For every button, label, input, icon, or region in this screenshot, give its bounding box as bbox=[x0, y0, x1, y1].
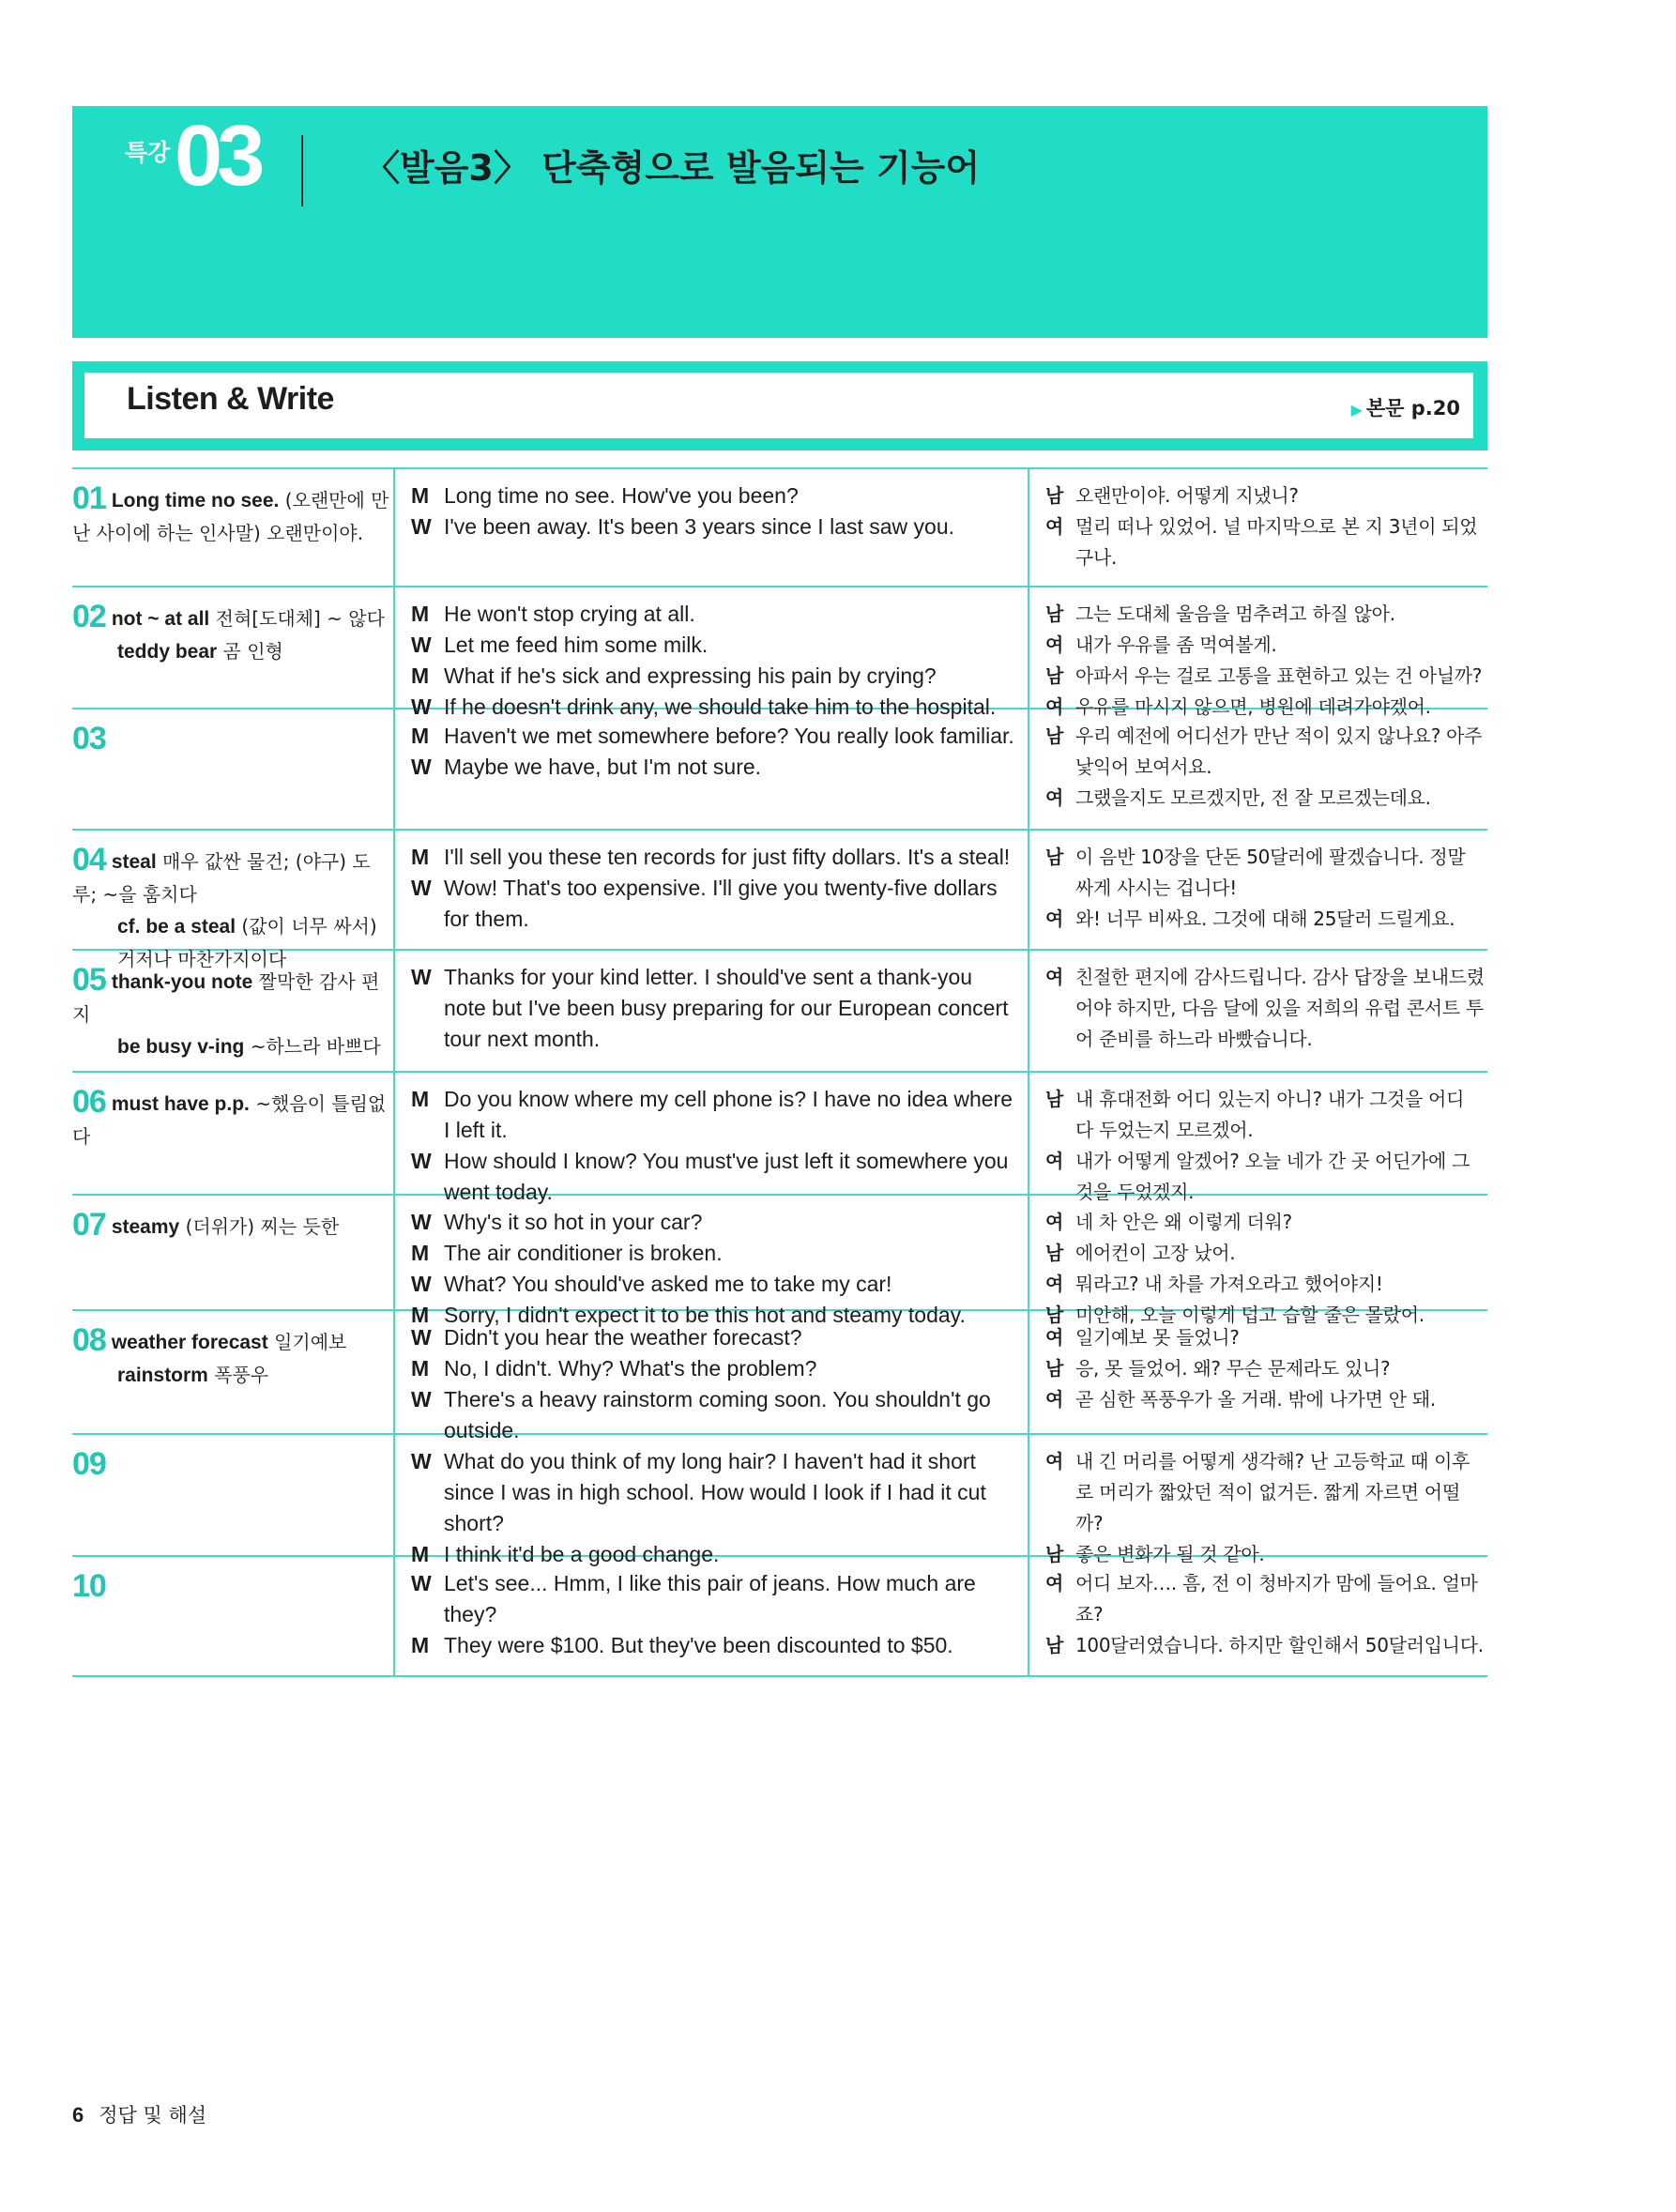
vocab-meaning: 매우 값싼 물건; (야구) 도루; ~을 훔치다 bbox=[72, 850, 371, 906]
vocab-meaning: 폭풍우 bbox=[207, 1364, 269, 1386]
translation-line bbox=[1045, 1084, 1487, 1146]
dialogue-text: What if he's sick and expressing his pain by crying? bbox=[444, 664, 937, 688]
speaker-label: M bbox=[411, 1303, 430, 1327]
vocab-entry bbox=[72, 1092, 386, 1148]
translation-line bbox=[1045, 1269, 1487, 1300]
dialogue-text: Long time no see. How've you been? bbox=[444, 483, 799, 508]
speaker-label-ko: 여 bbox=[1045, 1211, 1064, 1233]
translation-cell bbox=[1029, 469, 1487, 586]
page-reference bbox=[1351, 393, 1460, 421]
table-row bbox=[72, 1555, 1487, 1677]
dialogue-line bbox=[411, 1084, 1016, 1146]
item-number: 05 bbox=[72, 962, 106, 998]
dialogue-table bbox=[72, 467, 1487, 1677]
speaker-label-ko: 여 bbox=[1045, 1273, 1064, 1295]
page-footer bbox=[72, 2100, 206, 2128]
dialogue-text: Why's it so hot in your car? bbox=[444, 1210, 703, 1234]
translation-text: 와! 너무 비싸요. 그것에 대해 25달러 드릴게요. bbox=[1075, 908, 1455, 930]
translation-text: 멀리 떠나 있었어. 널 마지막으로 본 지 3년이 되었구나. bbox=[1075, 515, 1478, 569]
speaker-label: W bbox=[411, 965, 432, 989]
speaker-label-ko: 남 bbox=[1045, 1357, 1064, 1380]
dialogue-text: He won't stop crying at all. bbox=[444, 602, 695, 626]
dialogue-line bbox=[411, 1207, 1016, 1238]
vocab-meaning: 곰 인형 bbox=[217, 640, 283, 663]
vocab-meaning: (값이 너무 싸서) 거저나 마찬가지이다 bbox=[117, 915, 377, 970]
vocab-entry bbox=[72, 635, 393, 668]
item-number: 04 bbox=[72, 842, 106, 877]
translation-line bbox=[1045, 904, 1487, 935]
dialogue-text: Let me feed him some milk. bbox=[444, 633, 708, 657]
speaker-label-ko: 남 bbox=[1045, 603, 1064, 625]
item-number: 01 bbox=[72, 481, 106, 516]
speaker-label: M bbox=[411, 724, 430, 748]
dialogue-cell bbox=[393, 709, 1029, 829]
item-number: 09 bbox=[72, 1446, 106, 1482]
speaker-label-ko: 여 bbox=[1045, 633, 1064, 656]
translation-text: 그랬을지도 모르겠지만, 전 잘 모르겠는데요. bbox=[1075, 786, 1431, 809]
translation-text: 내 휴대전화 어디 있는지 아니? 내가 그것을 어디 다 두었는지 모르겠어. bbox=[1075, 1088, 1465, 1141]
speaker-label: W bbox=[411, 876, 432, 900]
dialogue-text: How should I know? You must've just left it somewhere you went today. bbox=[444, 1149, 1009, 1204]
translation-line bbox=[1045, 1207, 1487, 1238]
translation-line bbox=[1045, 661, 1487, 692]
dialogue-text: There's a heavy rainstorm coming soon. You shouldn't go outside. bbox=[444, 1387, 991, 1442]
dialogue-text: They were $100. But they've been discounted to $50. bbox=[444, 1633, 953, 1657]
dialogue-cell bbox=[393, 951, 1029, 1071]
vocab-cell bbox=[72, 1073, 393, 1194]
speaker-label-ko: 남 bbox=[1045, 846, 1064, 868]
table-row bbox=[72, 586, 1487, 719]
speaker-label-ko: 여 bbox=[1045, 966, 1064, 988]
translation-cell bbox=[1029, 1196, 1487, 1326]
translation-text: 우리 예전에 어디선가 만난 적이 있지 않나요? 아주 낯익어 보여서요. bbox=[1075, 725, 1483, 778]
translation-line bbox=[1045, 962, 1487, 1055]
translation-line bbox=[1045, 1384, 1487, 1415]
chapter-title: 〈발음3〉 단축형으로 발음되는 기능어 bbox=[364, 147, 981, 189]
header-divider bbox=[301, 135, 303, 206]
item-number: 02 bbox=[72, 599, 106, 634]
speaker-label-ko: 남 bbox=[1045, 1543, 1064, 1565]
speaker-label-ko: 남 bbox=[1045, 1088, 1064, 1110]
speaker-label-ko: 여 bbox=[1045, 1572, 1064, 1594]
speaker-label-ko: 남 bbox=[1045, 664, 1064, 687]
dialogue-line bbox=[411, 1568, 1016, 1630]
speaker-label-ko: 남 bbox=[1045, 725, 1064, 747]
dialogue-line bbox=[411, 511, 1016, 542]
dialogue-text: I'll sell you these ten records for just fifty dollars. It's a steal! bbox=[444, 845, 1011, 869]
table-row bbox=[72, 949, 1487, 1071]
table-row bbox=[72, 1309, 1487, 1442]
speaker-label: M bbox=[411, 1241, 430, 1265]
speaker-label-ko: 남 bbox=[1045, 1242, 1064, 1264]
table-row bbox=[72, 1433, 1487, 1566]
dialogue-text: Didn't you hear the weather forecast? bbox=[444, 1325, 802, 1350]
dialogue-line bbox=[411, 1238, 1016, 1269]
vocab-term: must have p.p. bbox=[111, 1093, 250, 1115]
translation-cell bbox=[1029, 709, 1487, 829]
speaker-label: M bbox=[411, 845, 430, 869]
translation-line bbox=[1045, 481, 1487, 511]
translation-text: 내가 어떻게 알겠어? 오늘 네가 간 곳 어딘가에 그것을 두었겠지. bbox=[1075, 1150, 1470, 1203]
speaker-label-ko: 남 bbox=[1045, 484, 1064, 507]
vocab-cell bbox=[72, 951, 393, 1071]
speaker-label: W bbox=[411, 1210, 432, 1234]
vocab-entry bbox=[112, 607, 385, 630]
speaker-label-ko: 여 bbox=[1045, 1326, 1064, 1349]
dialogue-text: Thanks for your kind letter. I should've sent a thank-you note but I've been busy preparing for our European concert tour next month. bbox=[444, 965, 1009, 1051]
dialogue-cell bbox=[393, 587, 1029, 719]
vocab-term: thank-you note bbox=[111, 971, 253, 993]
vocab-entry bbox=[112, 1331, 347, 1353]
translation-line bbox=[1045, 721, 1487, 783]
table-row bbox=[72, 829, 1487, 970]
vocab-cell bbox=[72, 587, 393, 708]
dialogue-text: No, I didn't. Why? What's the problem? bbox=[444, 1356, 817, 1381]
speaker-label: W bbox=[411, 1272, 432, 1296]
translation-text: 미안해, 오늘 이렇게 덥고 습할 줄은 몰랐어. bbox=[1075, 1304, 1425, 1326]
dialogue-text: Do you know where my cell phone is? I have no idea where I left it. bbox=[444, 1087, 1013, 1142]
speaker-label: W bbox=[411, 1387, 432, 1411]
translation-text: 응, 못 들었어. 왜? 무슨 문제라도 있니? bbox=[1075, 1357, 1391, 1380]
vocab-entry bbox=[72, 1030, 393, 1063]
speaker-label: M bbox=[411, 1542, 430, 1566]
section-title: Listen & Write bbox=[127, 381, 334, 417]
item-number: 03 bbox=[72, 721, 106, 756]
translation-cell bbox=[1029, 1311, 1487, 1433]
speaker-label: W bbox=[411, 1325, 432, 1350]
footer-label: 정답 및 해설 bbox=[99, 2104, 207, 2127]
speaker-label: W bbox=[411, 1149, 432, 1173]
dialogue-text: Let's see... Hmm, I like this pair of jeans. How much are they? bbox=[444, 1571, 976, 1626]
translation-cell bbox=[1029, 1557, 1487, 1675]
vocab-meaning: ~했음이 틀림없다 bbox=[72, 1092, 387, 1148]
translation-cell bbox=[1029, 831, 1487, 949]
vocab-meaning: (오랜만에 만난 사이에 하는 인사말) 오랜만이야. bbox=[72, 489, 389, 544]
dialogue-cell bbox=[393, 831, 1029, 949]
translation-text: 아파서 우는 걸로 고통을 표현하고 있는 건 아닐까? bbox=[1075, 664, 1483, 687]
vocab-cell bbox=[72, 1311, 393, 1433]
speaker-label: M bbox=[411, 1633, 430, 1657]
translation-text: 일기예보 못 들었니? bbox=[1075, 1326, 1240, 1349]
dialogue-text: What do you think of my long hair? I haven't had it short since I was in high school. How would I look if I had it cut short? bbox=[444, 1449, 986, 1535]
speaker-label: W bbox=[411, 1571, 432, 1595]
translation-line bbox=[1045, 783, 1487, 814]
table-row bbox=[72, 1071, 1487, 1204]
speaker-label: W bbox=[411, 694, 432, 719]
dialogue-line bbox=[411, 599, 1016, 630]
table-row bbox=[72, 467, 1487, 586]
translation-text: 친절한 편지에 감사드립니다. 감사 답장을 보내드렸어야 하지만, 다음 달에 있을 저희의 유럽 콘서트 투어 준비를 하느라 바빴습니다. bbox=[1075, 966, 1485, 1050]
translation-line bbox=[1045, 599, 1487, 630]
translation-text: 이 음반 10장을 단돈 50달러에 팔겠습니다. 정말 싸게 사시는 겁니다! bbox=[1075, 846, 1466, 899]
speaker-label: W bbox=[411, 514, 432, 539]
vocab-term: be busy v-ing bbox=[117, 1036, 245, 1058]
special-lecture-label: 특강 bbox=[125, 139, 171, 166]
page-reference-text: 본문 p.20 bbox=[1365, 397, 1460, 420]
dialogue-cell bbox=[393, 1311, 1029, 1442]
vocab-meaning: 전혀[도대체] ~ 않다 bbox=[209, 607, 385, 630]
dialogue-line bbox=[411, 752, 1016, 783]
translation-cell bbox=[1029, 1435, 1487, 1565]
translation-text: 그는 도대체 울음을 멈추려고 하질 않아. bbox=[1075, 603, 1395, 625]
dialogue-text: I've been away. It's been 3 years since I last saw you. bbox=[444, 514, 955, 539]
table-row bbox=[72, 1194, 1487, 1327]
translation-text: 뭐라고? 내 차를 가져오라고 했어야지! bbox=[1075, 1273, 1383, 1295]
translation-text: 오랜만이야. 어떻게 지냈니? bbox=[1075, 484, 1299, 507]
translation-text: 어디 보자…. 흠, 전 이 청바지가 맘에 들어요. 얼마죠? bbox=[1075, 1572, 1478, 1625]
vocab-cell bbox=[72, 1196, 393, 1309]
dialogue-text: Wow! That's too expensive. I'll give you twenty-five dollars for them. bbox=[444, 876, 998, 931]
translation-text: 에어컨이 고장 났어. bbox=[1075, 1242, 1236, 1264]
dialogue-line bbox=[411, 1353, 1016, 1384]
translation-line bbox=[1045, 1353, 1487, 1384]
translation-text: 곧 심한 폭풍우가 올 거래. 밖에 나가면 안 돼. bbox=[1075, 1388, 1436, 1411]
translation-text: 네 차 안은 왜 이렇게 더워? bbox=[1075, 1211, 1292, 1233]
vocab-term: rainstorm bbox=[117, 1365, 208, 1386]
table-row bbox=[72, 708, 1487, 829]
vocab-entry bbox=[112, 1215, 339, 1238]
vocab-term: steamy bbox=[111, 1216, 180, 1238]
dialogue-text: Haven't we met somewhere before? You really look familiar. bbox=[444, 724, 1014, 748]
speaker-label-ko: 여 bbox=[1045, 786, 1064, 809]
vocab-cell bbox=[72, 1435, 393, 1555]
speaker-label: W bbox=[411, 633, 432, 657]
translation-text: 100달러였습니다. 하지만 할인해서 50달러입니다. bbox=[1075, 1634, 1484, 1656]
dialogue-text: The air conditioner is broken. bbox=[444, 1241, 723, 1265]
translation-cell bbox=[1029, 587, 1487, 718]
item-number: 08 bbox=[72, 1322, 106, 1358]
translation-cell bbox=[1029, 951, 1487, 1071]
dialogue-line bbox=[411, 721, 1016, 752]
speaker-label: W bbox=[411, 1449, 432, 1473]
dialogue-cell bbox=[393, 1557, 1029, 1675]
vocab-entry bbox=[72, 970, 379, 1026]
vocab-term: Long time no see. bbox=[111, 490, 280, 511]
vocab-meaning: (더위가) 찌는 듯한 bbox=[179, 1215, 340, 1238]
dialogue-line bbox=[411, 1322, 1016, 1353]
vocab-cell bbox=[72, 469, 393, 586]
vocab-entry bbox=[72, 850, 371, 906]
speaker-label-ko: 여 bbox=[1045, 515, 1064, 538]
vocab-entry bbox=[72, 489, 389, 544]
translation-line bbox=[1045, 1446, 1487, 1539]
dialogue-line bbox=[411, 481, 1016, 511]
dialogue-line bbox=[411, 873, 1016, 935]
dialogue-cell bbox=[393, 469, 1029, 586]
dialogue-line bbox=[411, 1446, 1016, 1539]
page-number: 6 bbox=[72, 2103, 84, 2127]
speaker-label: M bbox=[411, 602, 430, 626]
speaker-label: W bbox=[411, 755, 432, 779]
vocab-cell bbox=[72, 709, 393, 829]
translation-text: 우유를 마시지 않으면, 병원에 데려가야겠어. bbox=[1075, 695, 1431, 718]
vocab-term: weather forecast bbox=[111, 1332, 268, 1353]
dialogue-text: Sorry, I didn't expect it to be this hot and steamy today. bbox=[444, 1303, 966, 1327]
lecture-number: 03 bbox=[175, 108, 260, 204]
item-number: 07 bbox=[72, 1207, 106, 1243]
translation-text: 내가 우유를 좀 먹여볼게. bbox=[1075, 633, 1277, 656]
translation-line bbox=[1045, 1322, 1487, 1353]
dialogue-line bbox=[411, 1269, 1016, 1300]
speaker-label-ko: 남 bbox=[1045, 1304, 1064, 1326]
translation-line bbox=[1045, 1630, 1487, 1661]
dialogue-line bbox=[411, 1630, 1016, 1661]
vocab-entry bbox=[72, 1359, 393, 1392]
dialogue-cell bbox=[393, 1196, 1029, 1327]
translation-line bbox=[1045, 1238, 1487, 1269]
translation-text: 내 긴 머리를 어떻게 생각해? 난 고등학교 때 이후로 머리가 짧았던 적이 없거든. 짧게 자르면 어떨까? bbox=[1075, 1450, 1470, 1534]
dialogue-cell bbox=[393, 1073, 1029, 1204]
dialogue-text: What? You should've asked me to take my car! bbox=[444, 1272, 892, 1296]
speaker-label-ko: 여 bbox=[1045, 908, 1064, 930]
speaker-label-ko: 여 bbox=[1045, 695, 1064, 718]
vocab-meaning: 짤막한 감사 편지 bbox=[72, 970, 380, 1026]
speaker-label: M bbox=[411, 483, 430, 508]
dialogue-text: Maybe we have, but I'm not sure. bbox=[444, 755, 762, 779]
speaker-label-ko: 여 bbox=[1045, 1150, 1064, 1172]
vocab-term: not ~ at all bbox=[111, 608, 210, 630]
dialogue-line bbox=[411, 630, 1016, 661]
vocab-cell bbox=[72, 831, 393, 970]
translation-text: 좋은 변화가 될 것 같아. bbox=[1075, 1543, 1265, 1565]
translation-line bbox=[1045, 1568, 1487, 1630]
dialogue-line bbox=[411, 842, 1016, 873]
vocab-term: steal bbox=[111, 851, 157, 873]
vocab-cell bbox=[72, 1557, 393, 1675]
dialogue-text: I think it'd be a good change. bbox=[444, 1542, 720, 1566]
item-number: 06 bbox=[72, 1084, 106, 1120]
dialogue-text: If he doesn't drink any, we should take him to the hospital. bbox=[444, 694, 997, 719]
speaker-label: M bbox=[411, 664, 430, 688]
vocab-meaning: 일기예보 bbox=[267, 1331, 347, 1353]
speaker-label-ko: 여 bbox=[1045, 1388, 1064, 1411]
item-number: 10 bbox=[72, 1568, 106, 1604]
triangle-icon: ▶ bbox=[1350, 401, 1363, 419]
speaker-label-ko: 남 bbox=[1045, 1634, 1064, 1656]
translation-cell bbox=[1029, 1073, 1487, 1203]
translation-line bbox=[1045, 511, 1487, 573]
dialogue-line bbox=[411, 661, 1016, 692]
translation-line bbox=[1045, 842, 1487, 904]
speaker-label-ko: 여 bbox=[1045, 1450, 1064, 1472]
dialogue-line bbox=[411, 962, 1016, 1055]
vocab-term: cf. be a steal bbox=[117, 916, 236, 938]
vocab-term: teddy bear bbox=[117, 641, 218, 663]
dialogue-cell bbox=[393, 1435, 1029, 1566]
speaker-label: M bbox=[411, 1356, 430, 1381]
vocab-meaning: ~하느라 바쁘다 bbox=[244, 1035, 381, 1058]
speaker-label: M bbox=[411, 1087, 430, 1111]
translation-line bbox=[1045, 630, 1487, 661]
